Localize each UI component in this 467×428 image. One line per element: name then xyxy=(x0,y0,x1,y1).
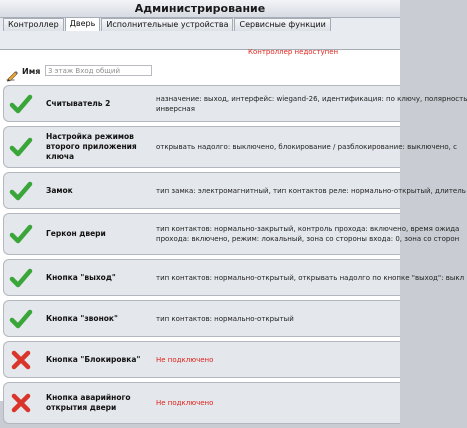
row-description: Не подключено xyxy=(156,355,214,364)
red-cross-icon xyxy=(10,349,32,371)
green-check-icon xyxy=(10,267,32,289)
name-label: Имя xyxy=(22,67,41,76)
list-item[interactable] xyxy=(3,341,400,378)
row-title: Кнопка "Блокировка" xyxy=(46,354,141,364)
row-title: Считыватель 2 xyxy=(46,98,111,108)
green-check-icon xyxy=(10,180,32,202)
row-title: Кнопка "выход" xyxy=(46,272,116,282)
tab-door[interactable]: Дверь xyxy=(65,17,101,31)
row-description: тип замка: электромагнитный, тип контактов реле: нормально-открытый, длитель xyxy=(156,186,466,195)
row-description: открывать надолго: выключено, блокирование / разблокирование: выключено, с xyxy=(156,143,457,151)
tab-service-functions[interactable]: Сервисные функции xyxy=(234,18,330,31)
row-description: назначение: выход, интерфейс: wiegand-26, идентификация: по ключу, полярность инверсная xyxy=(156,94,467,113)
row-title: Замок xyxy=(46,185,73,195)
controller-status: Контроллер недоступен xyxy=(248,48,339,56)
row-description: тип контактов: нормально-открытый, открывать надолго по кнопке "выход": выкл xyxy=(156,273,465,282)
name-row xyxy=(6,65,400,79)
name-input[interactable]: 3 этаж Вход общий xyxy=(45,65,152,76)
edit-pencil-icon xyxy=(6,67,19,86)
row-description: тип контактов: нормально-открытый xyxy=(156,314,294,323)
list-item[interactable] xyxy=(3,382,400,424)
green-check-icon xyxy=(10,136,32,158)
green-check-icon xyxy=(10,308,32,330)
list-item[interactable] xyxy=(3,213,460,255)
row-description: тип контактов: нормально-закрытый, контроль прохода: включено, время ожида прохода: включено, режим: локальный, зона со стороны входа: 0, зона со сторон xyxy=(156,225,460,243)
list-item[interactable] xyxy=(3,300,400,337)
tab-controller[interactable]: Контроллер xyxy=(3,18,64,31)
tab-actuators[interactable]: Исполнительные устройства xyxy=(101,18,233,31)
list-item[interactable] xyxy=(3,172,466,209)
row-title: Кнопка аварийного открытия двери xyxy=(46,393,131,412)
row-title: Настройка режимов второго приложения ключа xyxy=(46,132,137,161)
green-check-icon xyxy=(10,223,32,245)
window-title: Администрирование xyxy=(0,0,400,18)
tabs xyxy=(3,18,332,31)
list-item[interactable] xyxy=(3,85,467,122)
row-description: Не подключено xyxy=(156,399,214,407)
row-title: Геркон двери xyxy=(46,229,106,238)
list-item[interactable] xyxy=(3,126,457,168)
list-item[interactable] xyxy=(3,259,465,296)
row-title: Кнопка "звонок" xyxy=(46,313,118,323)
door-settings-list xyxy=(3,85,467,428)
red-cross-icon xyxy=(10,392,32,414)
green-check-icon xyxy=(10,93,32,115)
